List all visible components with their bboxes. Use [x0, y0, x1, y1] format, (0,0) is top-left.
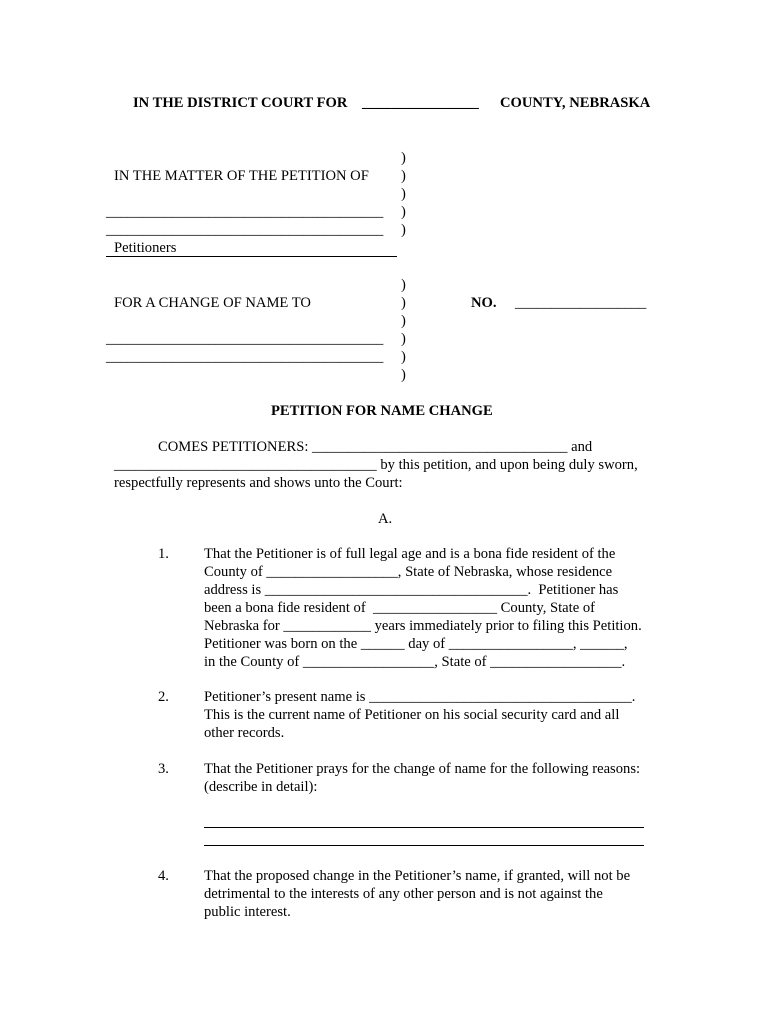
reasons-line-2[interactable] — [204, 845, 644, 846]
intro-line-2: ____________________________________ by this petition, and upon being duly sworn, — [114, 457, 638, 473]
paragraph-number: 4. — [158, 868, 169, 884]
caption-paren: ) — [401, 331, 406, 347]
paragraph-number: 2. — [158, 689, 169, 705]
section-label: A. — [378, 511, 393, 527]
paragraph-1-line: in the County of __________________, State of __________________. — [204, 654, 626, 670]
court-heading-suffix: COUNTY, NEBRASKA — [500, 95, 651, 111]
caption-paren: ) — [401, 150, 406, 166]
paragraph-number: 3. — [158, 761, 169, 777]
caption-paren: ) — [401, 168, 406, 184]
change-of-name-label: FOR A CHANGE OF NAME TO — [114, 295, 311, 311]
petitioners-label: Petitioners — [114, 240, 177, 256]
caption-paren: ) — [401, 204, 406, 220]
matter-label: IN THE MATTER OF THE PETITION OF — [114, 168, 369, 184]
paragraph-1-line: Nebraska for ____________ years immediately prior to filing this Petition. — [204, 618, 642, 634]
caption-paren: ) — [401, 186, 406, 202]
paragraph-1-line: That the Petitioner is of full legal age and is a bona fide resident of the — [204, 546, 616, 562]
county-blank[interactable]: ________________ — [362, 95, 479, 111]
intro-line-1: COMES PETITIONERS: ___________________________________ and — [158, 439, 593, 455]
document-title: PETITION FOR NAME CHANGE — [271, 403, 493, 419]
caption-paren: ) — [401, 313, 406, 329]
intro-line-3: respectfully represents and shows unto the Court: — [114, 475, 403, 491]
paragraph-number: 1. — [158, 546, 169, 562]
caption-paren: ) — [401, 349, 406, 365]
petitioners-underline — [106, 256, 397, 257]
paragraph-4-line: public interest. — [204, 904, 291, 920]
paragraph-1-line: County of __________________, State of Nebraska, whose residence — [204, 564, 613, 580]
paragraph-2-line: other records. — [204, 725, 285, 741]
caption-paren: ) — [401, 367, 406, 383]
petitioner-name-blank-2[interactable]: ______________________________________ — [106, 222, 384, 238]
case-number-label: NO. — [471, 295, 497, 311]
paragraph-2-line: Petitioner’s present name is ____________________________________. — [204, 689, 636, 705]
petitioner-name-blank-1[interactable]: ______________________________________ — [106, 204, 384, 220]
paragraph-3-line: That the Petitioner prays for the change of name for the following reasons: — [204, 761, 641, 777]
caption-paren: ) — [401, 222, 406, 238]
new-name-blank-1[interactable]: ______________________________________ — [106, 331, 384, 347]
paragraph-1-line: been a bona fide resident of _________________ County, State of — [204, 600, 595, 616]
paragraph-2-line: This is the current name of Petitioner on his social security card and all — [204, 707, 620, 723]
caption-paren: ) — [401, 277, 406, 293]
paragraph-4-line: detrimental to the interests of any other person and is not against the — [204, 886, 603, 902]
paragraph-3-line: (describe in detail): — [204, 779, 318, 795]
paragraph-1-line: address is ____________________________________. Petitioner has — [204, 582, 619, 598]
paragraph-1-line: Petitioner was born on the ______ day of _________________, ______, — [204, 636, 628, 652]
paragraph-4-line: That the proposed change in the Petitioner’s name, if granted, will not be — [204, 868, 631, 884]
case-number-blank[interactable]: __________________ — [515, 295, 647, 311]
court-heading-prefix: IN THE DISTRICT COURT FOR — [133, 95, 348, 111]
new-name-blank-2[interactable]: ______________________________________ — [106, 349, 384, 365]
caption-paren: ) — [401, 295, 406, 311]
reasons-line-1[interactable] — [204, 827, 644, 828]
